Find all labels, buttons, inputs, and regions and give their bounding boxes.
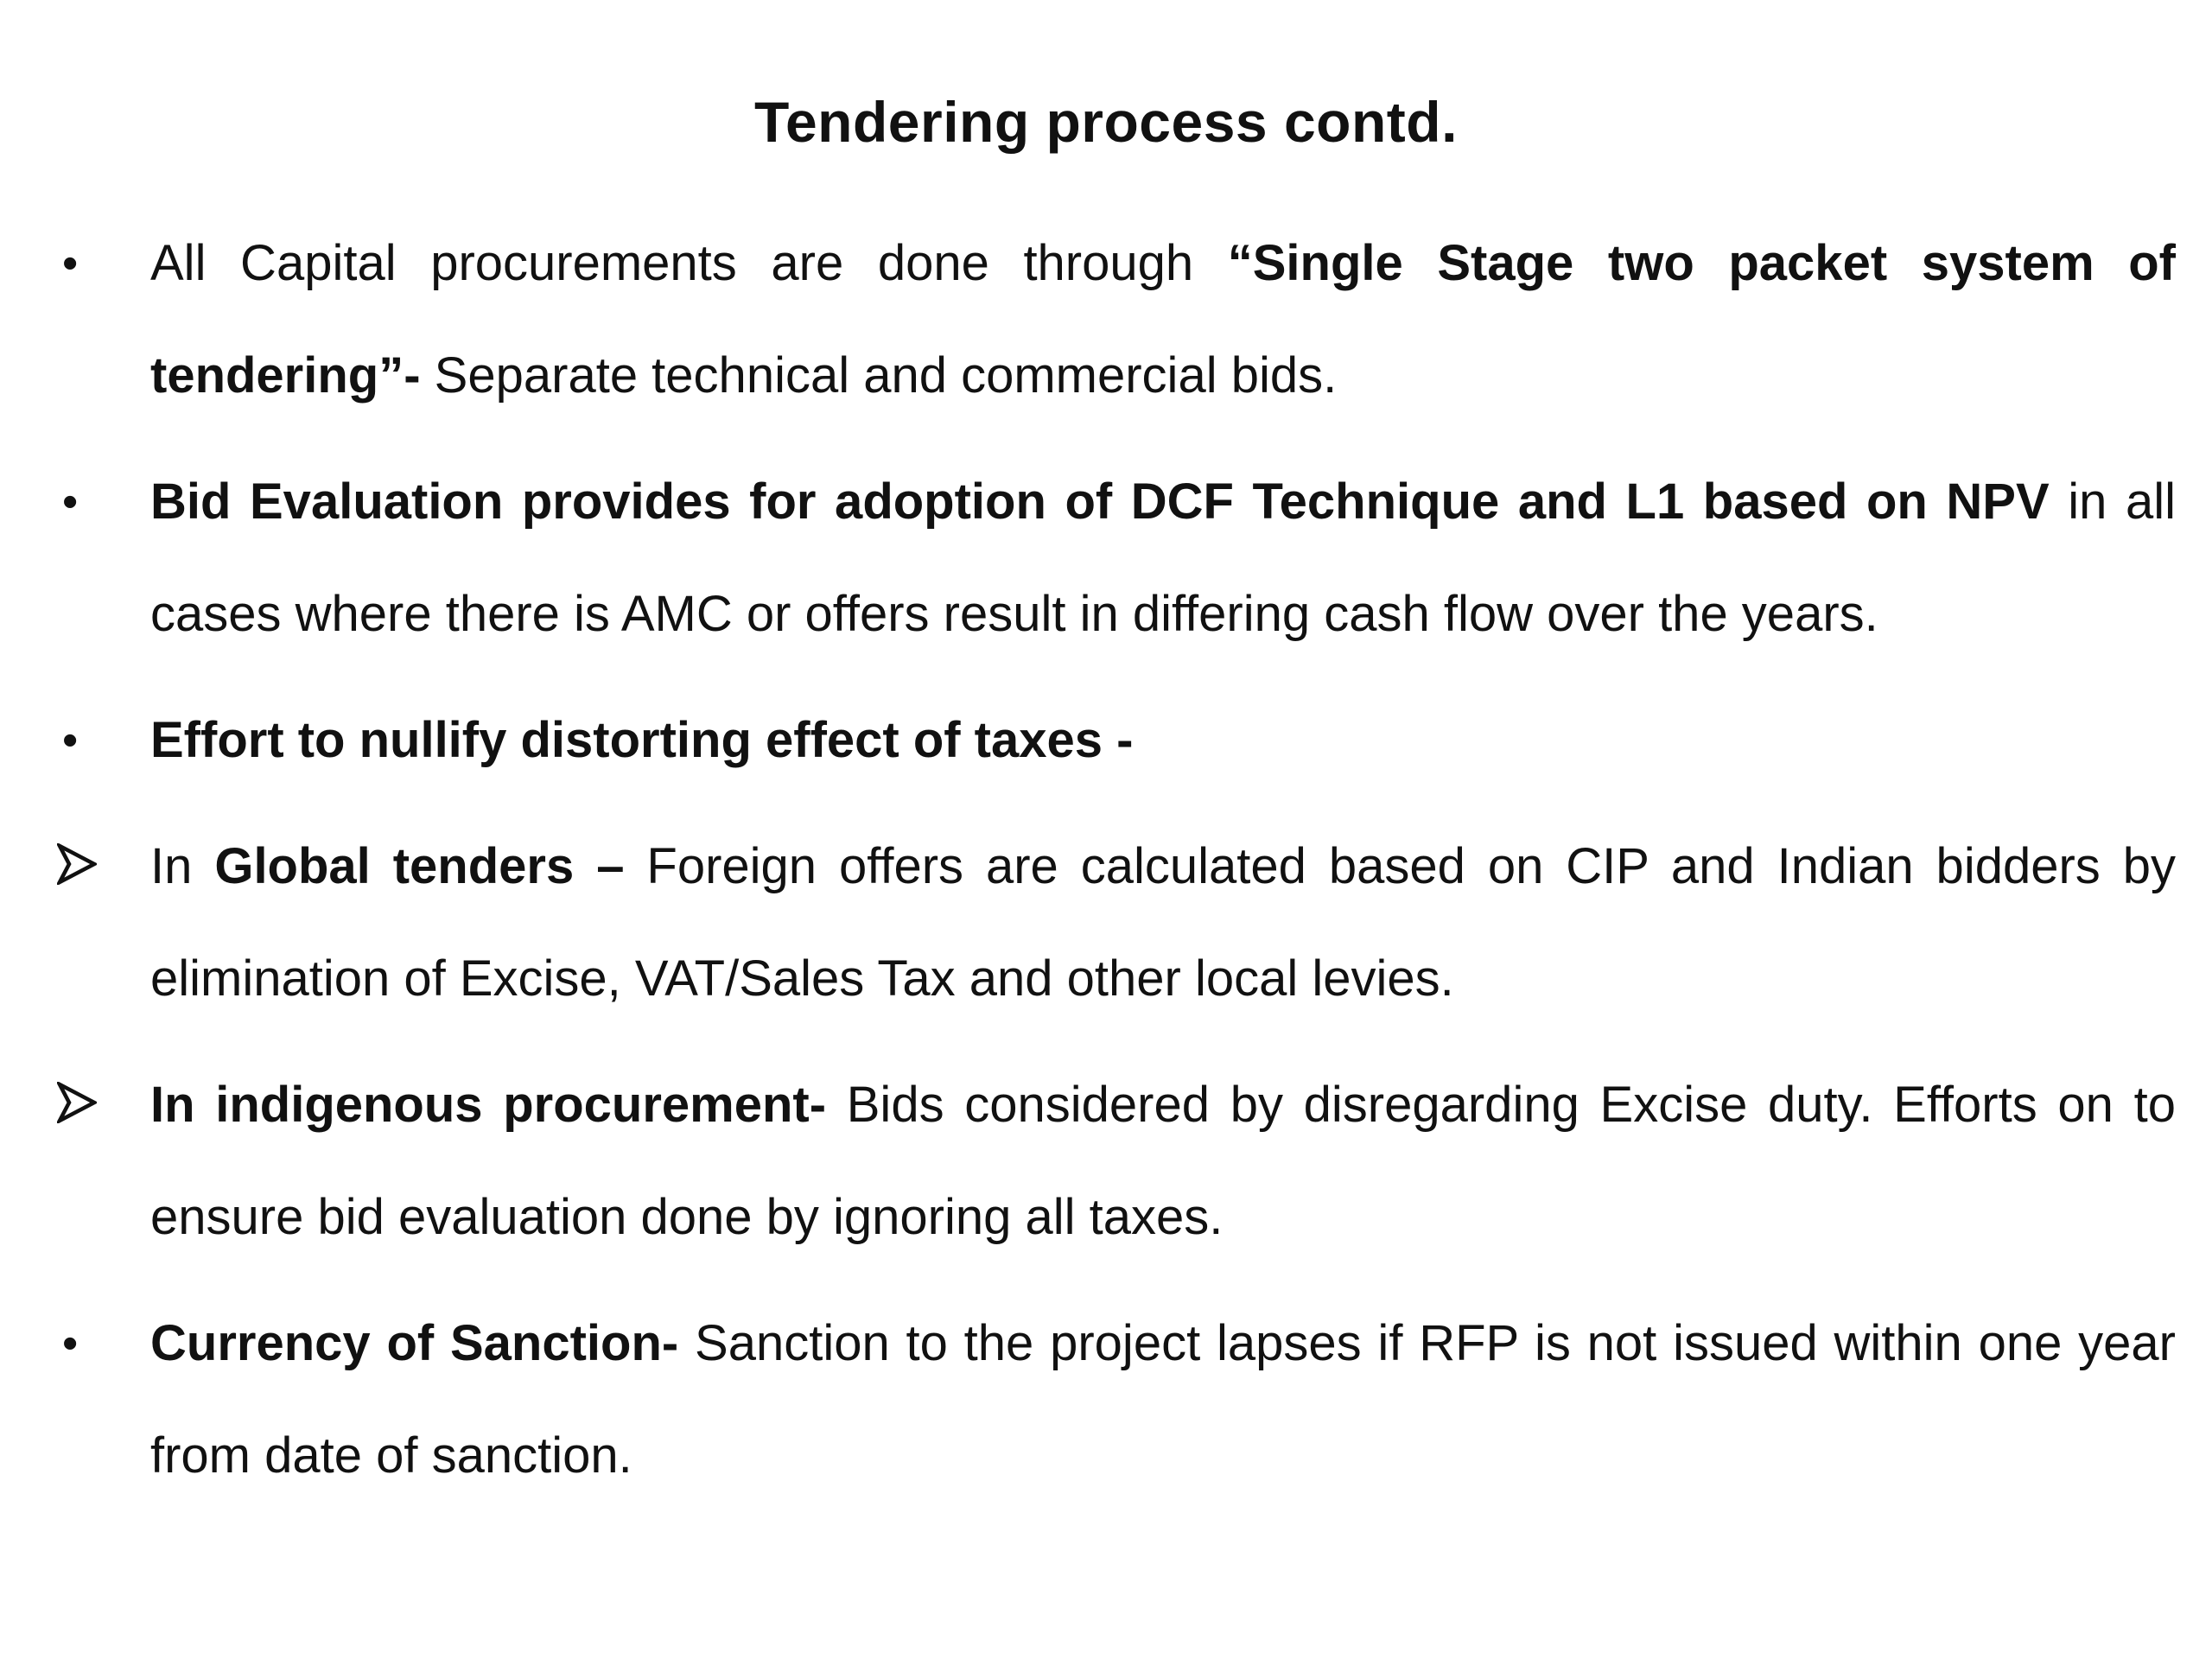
text-run-bold: Global tenders – [214,838,647,894]
text-run: Separate technical and commercial bids. [434,347,1338,404]
list-item-text [150,1287,2176,1512]
slide-title: Tendering process contd. [754,90,1458,154]
text-run: Sanction to the project lapses if RFP is not issued within one year from date of sanction. [150,1315,2176,1484]
bullet-icon: • [62,477,79,527]
list-item-text [150,446,2176,671]
text-run-bold: In indigenous procurement- [150,1077,827,1133]
text-run: All Capital procurements are done through [150,235,1228,291]
text-run: in all cases where there is AMC or offers result in differing cash flow over the years. [150,474,2176,642]
bullet-icon: • [62,238,79,289]
text-run: In [150,838,215,894]
arrow-bullet-icon [57,1049,126,1123]
list-item-text [150,684,2176,797]
text-run: Foreign offers are calculated based on CIP and Indian bidders by elimination of Excise, VAT/Sales Tax and other local levies. [150,838,2176,1007]
text-run-bold: Bid Evaluation provides for adoption of DCF Technique and L1 based on NPV [150,474,2050,530]
bullet-icon: • [62,1319,79,1369]
arrow-bullet-icon [57,810,126,885]
text-run-bold: Currency of Sanction- [150,1315,679,1371]
list-item-text [150,207,2176,432]
list-item-text [150,1049,2176,1274]
list-item-text [150,810,2176,1035]
bullet-icon: • [62,715,79,766]
text-run-bold: Effort to nullify distorting effect of taxes - [150,712,1134,768]
text-run: Bids considered by disregarding Excise duty. Efforts on to ensure bid evaluation done by ignoring all taxes. [150,1077,2176,1245]
text-run-bold: “Single Stage two packet system of tendering”- [150,235,2176,404]
